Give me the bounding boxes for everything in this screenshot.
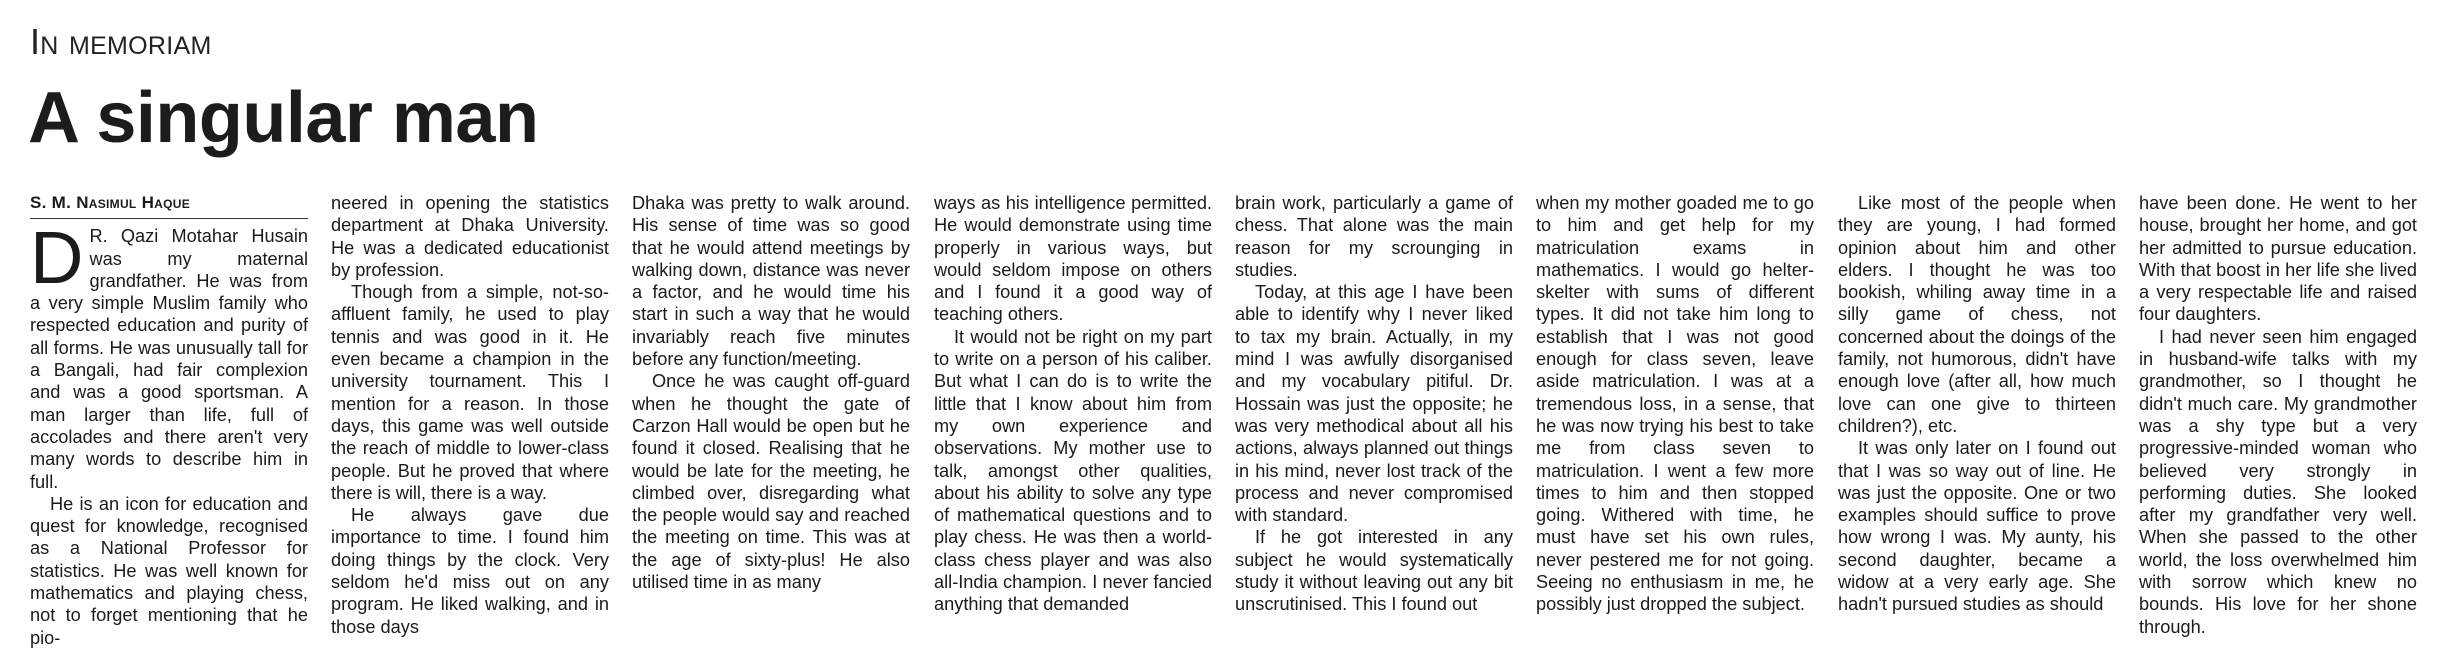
article-column-7 xyxy=(1838,192,2116,652)
paragraph-text: have been done. He went to her house, brought her home, and got her admitted to pursue education. With that boost in her life she lived a very respectable life and raised four daughters. xyxy=(2139,193,2417,325)
author-byline: S. M. Nasimul Haque xyxy=(30,192,308,219)
paragraph-text: Like most of the people when they are young, I had formed opinion about him and other elders. I thought he was too bookish, whiling away time in a silly game of chess, not concerned about the doings of the family, not humorous, didn't have enough love (after all, how much love can one give to thirteen children?), etc. xyxy=(1838,193,2116,436)
article-column-2 xyxy=(331,192,609,652)
article-column-3 xyxy=(632,192,910,652)
paragraph xyxy=(1536,192,1814,616)
article-column-4 xyxy=(934,192,1212,652)
paragraph-text: Though from a simple, not-so-affluent family, he used to play tennis and was good in it. He even became a champion in the university tournament. This I mention for a reason. In those days, this game was well outside the reach of middle to lower-class people. But he proved that where there is will, there is a way. xyxy=(331,282,609,503)
paragraph-text: It would not be right on my part to write on a person of his caliber. But what I can do is to write the little that I know about him from my own experience and observations. My mother use to talk, amongst other qualities, about his ability to solve any type of mathematical questions and to play chess. He was then a world-class chess player and was also all-India champion. I never fancied anything that demanded xyxy=(934,326,1212,615)
paragraph-text: Today, at this age I have been able to identify why I never liked to tax my brain. Actually, in my mind I was awfully disorganised and my vocabulary pitiful. Dr. Hossain was just the opposite; he was very methodical about all his actions, always planned out things in his mind, never lost track of the process and never compromised with standard. xyxy=(1235,282,1513,526)
paragraph xyxy=(934,192,1212,326)
article-column-6 xyxy=(1536,192,1814,652)
article-column-1 xyxy=(30,192,308,652)
paragraph-text: ways as his intelligence permitted. He would demonstrate using time properly in various ways, but would seldom impose on others and I found it a good way of teaching others. xyxy=(934,193,1212,325)
drop-cap: D xyxy=(30,216,84,300)
paragraph xyxy=(2139,326,2417,638)
paragraph-text: He always gave due importance to time. I found him doing things by the clock. Very seldom he'd miss out on any program. He liked walking, and in those days xyxy=(331,505,609,637)
paragraph xyxy=(30,216,308,493)
paragraph xyxy=(632,192,910,370)
paragraph xyxy=(30,493,308,649)
paragraph xyxy=(1235,192,1513,281)
paragraph xyxy=(331,192,609,281)
paragraph-text: It was only later on I found out that I was so way out of line. He was just the opposite. One or two examples should suffice to prove how wrong I was. My aunty, his second daughter, became a widow at a very early age. She hadn't pursued studies as should xyxy=(1838,438,2116,615)
article-column-5 xyxy=(1235,192,1513,652)
article-column-8 xyxy=(2139,192,2417,652)
paragraph xyxy=(331,504,609,638)
paragraph xyxy=(1838,437,2116,615)
paragraph xyxy=(1235,281,1513,526)
paragraph xyxy=(1838,192,2116,437)
paragraph xyxy=(632,370,910,593)
paragraph xyxy=(1235,526,1513,615)
paragraph-text: Dhaka was pretty to walk around. His sense of time was so good that he would attend meetings by walking down, distance was never a factor, and he would time his start in such a way that he would invariably reach five minutes before any function/meeting. xyxy=(632,193,910,370)
paragraph-text: He is an icon for education and quest for knowledge, recognised as a National Professor for statistics. He was well known for mathematics and playing chess, not to forget mentioning that he pio- xyxy=(30,493,308,648)
paragraph-text: I had never seen him engaged in husband-wife talks with my grandmother, so I thought he didn't much care. My grandmother was a shy type but a very progressive-minded woman who believed very strongly in performing duties. She looked after my grandfather very well. When she passed to the other world, the loss overwhelmed him with sorrow which knew no bounds. His love for her shone through. xyxy=(2139,326,2417,637)
paragraph-text: neered in opening the statistics department at Dhaka University. He was a dedicated educationist by profession. xyxy=(331,193,609,280)
section-kicker: In memoriam xyxy=(30,21,212,62)
paragraph xyxy=(331,281,609,504)
paragraph-text: brain work, particularly a game of chess. That alone was the main reason for my scrounging in studies. xyxy=(1235,193,1513,280)
paragraph xyxy=(934,326,1212,616)
article-headline: A singular man xyxy=(28,78,539,158)
paragraph xyxy=(2139,192,2417,326)
paragraph-text: If he got interested in any subject he would systematically study it without leaving out any bit unscrutinised. This I found out xyxy=(1235,527,1513,615)
paragraph-text: R. Qazi Motahar Husain was my maternal grandfather. He was from a very simple Muslim family who respected education and purity of all forms. He was unusually tall for a Bangali, had fair complexion and was a good sportsman. A man larger than life, full of accolades and there aren't very many words to describe him in full. xyxy=(30,226,308,492)
paragraph-text: Once he was caught off-guard when he thought the gate of Carzon Hall would be open but he found it closed. Realising that he would be late for the meeting, he climbed over, disregarding what the people would say and reached the meeting on time. This was at the age of sixty-plus! He also utilised time in as many xyxy=(632,371,910,593)
paragraph-text: when my mother goaded me to go to him and get help for my matriculation exams in mathematics. I would go helter-skelter with sums of different types. It did not take him long to establish that I was not good enough for class seven, leave aside matriculation. I was at a tremendous loss, in a sense, that he was now trying his best to take me from class seven to matriculation. I went a few more times to him and then stopped going. Withered with time, he must have set his own rules, never pestered me for not going. Seeing no enthusiasm in me, he possibly just dropped the subject. xyxy=(1536,193,1814,615)
